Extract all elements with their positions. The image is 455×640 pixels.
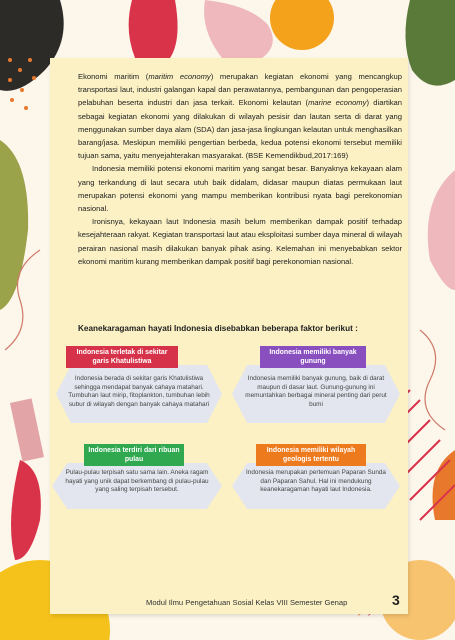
squiggle-line-right xyxy=(420,330,445,430)
factor-title-3: Indonesia terdiri dari ribuan pulau xyxy=(84,444,184,466)
page-number: 3 xyxy=(392,592,400,608)
paragraph-1: Ekonomi maritim (maritim economy) merupakan kegiatan ekonomi yang mencangkup transportasi laut, industri galangan kapal dan perawatannya, pembangunan dan pengoperasian pelabuhan beserta industri dan jasa terkait. Ekonomi kelautan (marine economy) diartikan sebagai kegiatan ekonomi yang dilakukan di wilayah pesisir dan lautan serta di darat yang menggunakan sumber daya alam (SDA) dan jasa-jasa lingkungan kelautan untuk menghasilkan barang/jasa. Meskipun memiliki pengertian berbeda, kedua potensi ekonomi tersebut memiliki tujuan sama, yaitu menyejahterakan masyarakat. (BSE Kemendikbud,2017:169) xyxy=(78,72,403,161)
red-blob-shape xyxy=(129,0,178,58)
paragraph-2: Indonesia memiliki potensi ekonomi maritim yang sangat besar. Banyaknya kekayaan alam yang terkandung di laut secara utuh baik didalam, didasar maupun diatas permukaan laut merupakan potensi ekonomi yang mampu memberikan kontribusi nyata bagi perekonomian nasional. xyxy=(78,164,402,214)
factor-card-4 xyxy=(232,463,400,509)
olive-blob-shape xyxy=(0,140,28,310)
factor-title-4: Indonesia memiliki wilayah geologis tertentu xyxy=(256,444,366,466)
factor-card-3 xyxy=(52,463,222,509)
pink-right-blob-shape xyxy=(428,170,455,290)
factor-text: Indonesia memiliki banyak gunung, baik di darat maupun di dasar laut. Gunung-gunung ini memuntahkan berbagai mineral penting dari perut bumi xyxy=(245,375,387,408)
factor-text: Pulau-pulau terpisah satu sama lain. Aneka ragam hayati yang unik dapat berkembang di pulau-pulau yang saling terpisah tersebut. xyxy=(65,469,209,494)
paragraph-3: Ironisnya, kekayaan laut Indonesia masih belum memberikan dampak positif terhadap kesejahteraan rakyat. Kegiatan transportasi laut atau eksploitasi sumber daya mineral di wilayah perairan nasional masih dilakukan banyak pihak asing. Kelemahan ini menyebabkan sektor ekonomi maritim kurang memberikan dampak positif bagi perekonomian nasional. xyxy=(78,217,402,266)
factor-text: Indonesia berada di sekitar garis Khatulistiwa sehingga mendapat banyak cahaya matahari. Tumbuhan laut mirip, fitoplankton, tumbuhan lebih subur di wilayah dengan banyak cahaya matahari xyxy=(68,375,210,408)
green-blob-shape xyxy=(405,0,455,86)
body-text xyxy=(78,70,402,268)
pink-bar-shape xyxy=(10,398,44,461)
footer-text: Modul Ilmu Pengetahuan Sosial Kelas VIII Semester Genap xyxy=(146,598,348,607)
factor-title-1: Indonesia terletak di sekitar garis Khatulistiwa xyxy=(66,346,178,368)
pink-blob-shape xyxy=(204,0,273,58)
red-bottom-blob-shape xyxy=(11,460,41,560)
orange-circle-shape xyxy=(270,0,334,50)
factor-title-2: Indonesia memiliki banyak gunung xyxy=(260,346,366,368)
factor-text: Indonesia merupakan pertemuan Paparan Sunda dan Paparan Sahul. Hal ini mendukung keanekaragaman hayati laut Indonesia. xyxy=(246,469,386,494)
factor-card-2 xyxy=(232,365,400,423)
factor-card-1 xyxy=(56,365,222,423)
orange-right-blob-shape xyxy=(433,450,455,520)
section-heading: Keanekaragaman hayati Indonesia disebabkan beberapa faktor berikut : xyxy=(78,324,358,333)
